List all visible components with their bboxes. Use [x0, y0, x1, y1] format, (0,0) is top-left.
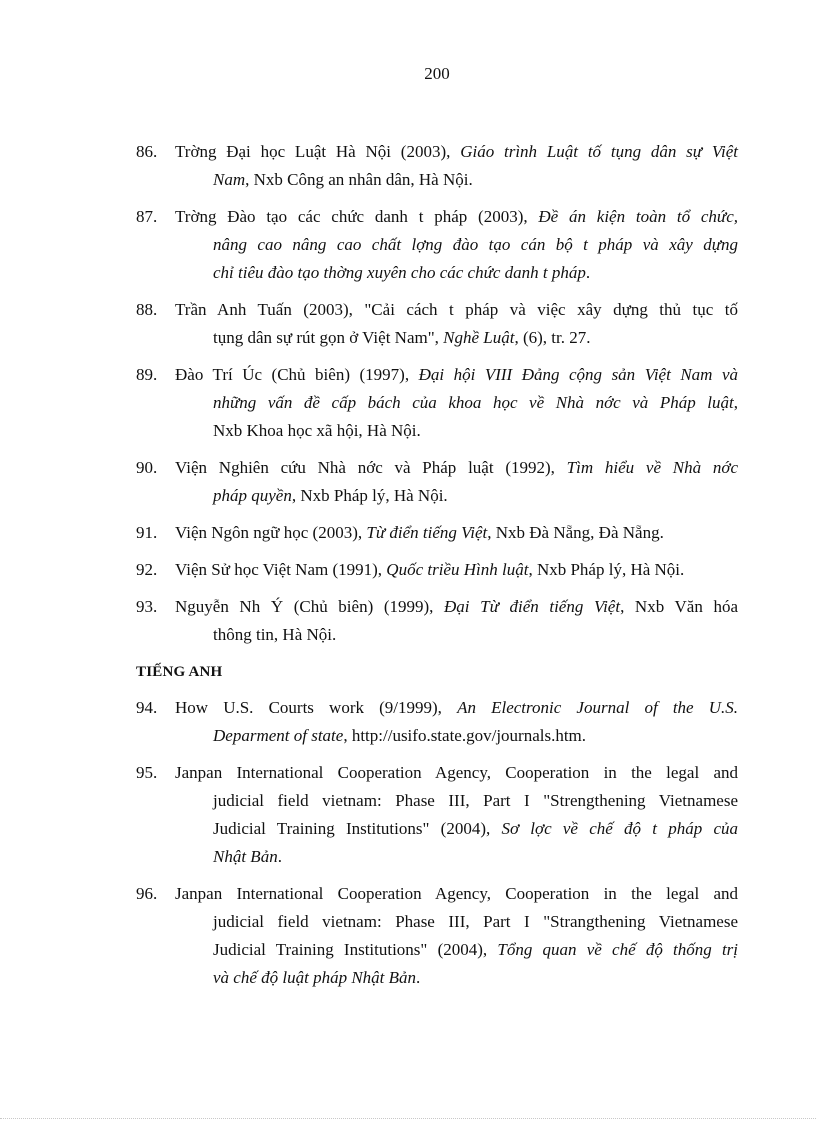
reference-text	[175, 556, 738, 584]
reference-item	[136, 519, 738, 547]
reference-text-segment: How U.S. Courts work (9/1999),	[175, 698, 458, 717]
reference-title-segment: những vấn đề cấp bách của khoa học về Nhà nớc và Pháp luật	[213, 393, 734, 412]
reference-title-segment: Đại hội VIII Đảng cộng sản Việt Nam và	[418, 365, 738, 384]
reference-title-segment: Nghề Luật	[443, 328, 515, 347]
reference-text-segment: Judicial Training Institutions" (2004),	[213, 940, 498, 959]
reference-number: 92.	[136, 560, 158, 579]
reference-number: 91.	[136, 523, 158, 542]
reference-line	[175, 593, 738, 621]
reference-text-segment: , Nxb Đà Nẵng, Đà Nẵng.	[487, 523, 664, 542]
reference-item	[136, 880, 738, 992]
reference-line	[175, 296, 738, 324]
reference-text	[175, 519, 738, 547]
reference-text-segment: Janpan International Cooperation Agency, Cooperation in the legal and	[175, 884, 738, 903]
reference-title-segment: Đại Từ điển tiếng Việt	[444, 597, 621, 616]
reference-text-segment: , (6), tr. 27.	[514, 328, 591, 347]
reference-line	[175, 621, 738, 649]
reference-text	[175, 759, 738, 871]
reference-title-segment: Deparment of state	[213, 726, 344, 745]
reference-item	[136, 203, 738, 287]
reference-text	[175, 593, 738, 649]
reference-item	[136, 694, 738, 750]
section-heading: TIẾNG ANH	[136, 664, 223, 680]
reference-text-segment: , Nxb Công an nhân dân, Hà Nội.	[245, 170, 473, 189]
reference-title-segment: An Electronic Journal of the U.S.	[457, 698, 739, 717]
reference-title-segment: Sơ lợc về chế độ t pháp của	[501, 819, 738, 838]
reference-text-segment: , Nxb Pháp lý, Hà Nội.	[528, 560, 685, 579]
reference-group-vietnamese	[136, 138, 738, 649]
reference-number: 86.	[136, 142, 158, 161]
reference-title-segment: pháp quyền	[213, 486, 292, 505]
reference-text	[175, 203, 738, 287]
reference-text-segment: , Nxb Pháp lý, Hà Nội.	[291, 486, 448, 505]
reference-line	[175, 482, 738, 510]
reference-title-segment: Giáo trình Luật tố tụng dân sự Việt	[460, 142, 738, 161]
reference-title-segment: Từ điển tiếng Việt	[366, 523, 488, 542]
reference-line	[175, 454, 738, 482]
page-bottom-rule	[0, 1118, 816, 1119]
reference-text-segment: tụng dân sự rút gọn ở Việt Nam",	[213, 328, 444, 347]
reference-number: 96.	[136, 884, 158, 903]
reference-line	[175, 787, 738, 815]
reference-number: 94.	[136, 698, 158, 717]
reference-line	[175, 259, 738, 287]
reference-item	[136, 593, 738, 649]
reference-text-segment: Trờng Đại học Luật Hà Nội (2003),	[175, 142, 461, 161]
reference-text-segment: Trần Anh Tuấn (2003), "Cải cách t pháp và việc xây dựng thủ tục tố	[175, 300, 738, 319]
reference-text-segment: Đào Trí Úc (Chủ biên) (1997),	[175, 365, 419, 384]
reference-text-segment: Trờng Đào tạo các chức danh t pháp (2003),	[175, 207, 539, 226]
page-number: 200	[424, 64, 450, 83]
reference-line	[175, 908, 738, 936]
reference-line	[175, 361, 738, 389]
reference-title-segment: Tìm hiểu về Nhà nớc	[566, 458, 738, 477]
reference-title-segment: và chế độ luật pháp Nhật Bản	[213, 968, 417, 987]
reference-title-segment: Nhật Bản	[213, 847, 278, 866]
reference-line	[175, 389, 738, 417]
reference-line	[175, 231, 738, 259]
reference-text	[175, 361, 738, 445]
reference-text	[175, 296, 738, 352]
reference-line	[175, 759, 738, 787]
reference-title-segment: chỉ tiêu đào tạo thờng xuyên cho các chức danh t pháp	[213, 263, 586, 282]
reference-text-segment: Viện Nghiên cứu Nhà nớc và Pháp luật (1992),	[175, 458, 567, 477]
reference-text-segment: .	[416, 968, 421, 987]
reference-line	[175, 203, 738, 231]
reference-title-segment: Nam	[213, 170, 246, 189]
reference-number: 93.	[136, 597, 158, 616]
reference-text-segment: judicial field vietnam: Phase III, Part I "Strangthening Vietnamese	[213, 912, 738, 931]
reference-line	[175, 519, 738, 547]
reference-text	[175, 454, 738, 510]
reference-text-segment: , http://usifo.state.gov/journals.htm.	[343, 726, 587, 745]
reference-list	[136, 138, 738, 1001]
reference-line	[175, 815, 738, 843]
reference-number: 87.	[136, 207, 158, 226]
reference-item	[136, 556, 738, 584]
reference-line	[175, 722, 738, 750]
reference-line	[175, 936, 738, 964]
reference-number: 90.	[136, 458, 158, 477]
reference-title-segment: nâng cao nâng cao chất lợng đào tạo cán bộ t pháp và xây dựng	[213, 235, 738, 254]
reference-text-segment: ,	[733, 393, 738, 412]
reference-item	[136, 138, 738, 194]
reference-text	[175, 138, 738, 194]
reference-line	[175, 556, 738, 584]
reference-text-segment: judicial field vietnam: Phase III, Part I "Strengthening Vietnamese	[213, 791, 738, 810]
reference-item	[136, 296, 738, 352]
reference-line	[175, 324, 738, 352]
reference-text-segment: Viện Sử học Việt Nam (1991),	[175, 560, 387, 579]
reference-line	[175, 417, 738, 445]
reference-title-segment: Đề án kiện toàn tổ chức,	[538, 207, 738, 226]
reference-text	[175, 880, 738, 992]
reference-text-segment: thông tin, Hà Nội.	[213, 625, 337, 644]
reference-text	[175, 694, 738, 750]
reference-item	[136, 759, 738, 871]
reference-text-segment: Janpan International Cooperation Agency, Cooperation in the legal and	[175, 763, 738, 782]
reference-text-segment: .	[585, 263, 591, 282]
reference-text-segment: , Nxb Văn hóa	[620, 597, 738, 616]
reference-line	[175, 964, 738, 992]
reference-number: 88.	[136, 300, 158, 319]
reference-group-english	[136, 694, 738, 992]
reference-line	[175, 843, 738, 871]
reference-item	[136, 361, 738, 445]
reference-text-segment: Viện Ngôn ngữ học (2003),	[175, 523, 367, 542]
reference-title-segment: Tổng quan về chế độ thống trị	[497, 940, 739, 959]
reference-number: 95.	[136, 763, 158, 782]
reference-text-segment: Judicial Training Institutions" (2004),	[213, 819, 502, 838]
reference-line	[175, 138, 738, 166]
reference-line	[175, 166, 738, 194]
reference-line	[175, 694, 738, 722]
reference-text-segment: .	[277, 847, 282, 866]
reference-title-segment: Quốc triều Hình luật	[386, 560, 529, 579]
reference-line	[175, 880, 738, 908]
reference-text-segment: Nxb Khoa học xã hội, Hà Nội.	[213, 421, 421, 440]
reference-text-segment: Nguyễn Nh Ý (Chủ biên) (1999),	[175, 597, 445, 616]
reference-number: 89.	[136, 365, 158, 384]
reference-item	[136, 454, 738, 510]
